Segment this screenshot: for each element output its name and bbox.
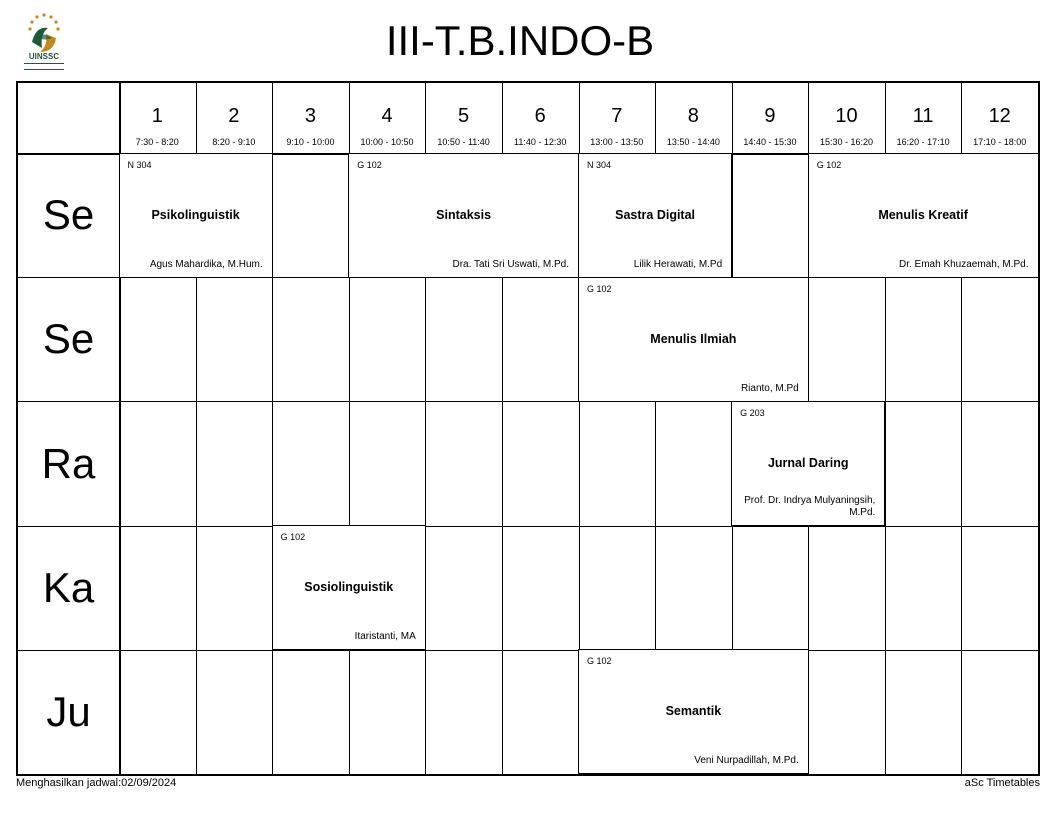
lesson-room: G 203 — [740, 407, 765, 418]
period-time: 17:10 - 18:00 — [973, 137, 1027, 147]
lesson-subject: Jurnal Daring — [767, 455, 849, 470]
period-header — [655, 83, 732, 153]
period-number: 4 — [381, 105, 393, 127]
day-label: Ju — [46, 687, 91, 735]
period-time: 16:20 - 17:10 — [896, 137, 950, 147]
period-time: 13:50 - 14:40 — [666, 137, 720, 147]
logo-text: UINSSC — [28, 52, 60, 61]
period-number: 9 — [764, 105, 776, 127]
lesson-card[interactable] — [578, 153, 732, 278]
lesson-room: G 102 — [587, 283, 612, 294]
period-number: 5 — [458, 105, 470, 127]
period-header — [196, 83, 273, 153]
period-time: 10:50 - 11:40 — [437, 137, 490, 147]
period-header — [119, 83, 196, 153]
period-header — [808, 83, 885, 153]
page-title: III-T.B.INDO-B — [385, 17, 655, 64]
period-header — [885, 83, 962, 153]
lesson-subject: Semantik — [665, 704, 722, 719]
period-number: 2 — [228, 105, 240, 127]
lesson-card[interactable] — [272, 525, 426, 650]
period-time: 8:20 - 9:10 — [212, 137, 256, 147]
lesson-teacher: Rianto, M.Pd — [740, 382, 799, 394]
period-number: 11 — [912, 105, 934, 127]
period-number: 10 — [835, 105, 858, 127]
lesson-room: G 102 — [357, 159, 382, 170]
day-label: Ra — [41, 439, 96, 487]
period-number: 7 — [611, 105, 623, 127]
lesson-room: G 102 — [816, 159, 842, 170]
lesson-subject: Sosiolinguistik — [304, 580, 394, 595]
lesson-room: N 304 — [127, 159, 152, 170]
lesson-teacher: Itaristanti, MA — [354, 631, 416, 643]
lesson-teacher: Lilik Herawati, M.Pd — [633, 258, 723, 270]
lesson-card[interactable] — [348, 153, 579, 278]
lesson-card[interactable] — [578, 649, 809, 774]
lesson-card[interactable] — [808, 153, 1039, 278]
period-number: 12 — [988, 105, 1011, 127]
lesson-card[interactable] — [731, 401, 885, 526]
day-label: Se — [42, 315, 95, 363]
period-header — [425, 83, 502, 153]
period-time: 9:10 - 10:00 — [286, 137, 335, 147]
lesson-card[interactable] — [578, 277, 809, 402]
lesson-subject: Psikolinguistik — [151, 207, 240, 222]
lesson-subject: Menulis Kreatif — [878, 207, 968, 222]
day-label: Ka — [42, 563, 95, 611]
period-time: 7:30 - 8:20 — [135, 137, 179, 147]
lesson-room: N 304 — [587, 159, 612, 170]
period-header — [961, 83, 1038, 153]
period-header — [732, 83, 809, 153]
lesson-subject: Menulis Ilmiah — [650, 331, 737, 346]
period-header — [272, 83, 349, 153]
period-time: 15:30 - 16:20 — [820, 137, 874, 147]
lesson-teacher: Veni Nurpadillah, M.Pd. — [694, 755, 799, 767]
lesson-subject: Sastra Digital — [615, 207, 696, 222]
generated-date: Menghasilkan jadwal:02/09/2024 — [16, 777, 177, 789]
lesson-teacher: Agus Mahardika, M.Hum. — [149, 258, 263, 270]
grid-horizontal-line — [18, 650, 1038, 651]
period-number: 6 — [534, 105, 546, 127]
lesson-subject: Sintaksis — [436, 207, 492, 222]
lesson-room: G 102 — [280, 532, 306, 543]
lesson-card[interactable] — [119, 153, 273, 278]
lesson-teacher: Prof. Dr. Indrya Mulyaningsih, M.Pd. — [744, 495, 876, 519]
lesson-room: G 102 — [587, 656, 612, 667]
period-number: 3 — [304, 105, 316, 127]
lesson-teacher: Dr. Emah Khuzaemah, M.Pd. — [898, 258, 1029, 270]
period-time: 10:00 - 10:50 — [360, 137, 414, 147]
period-time: 14:40 - 15:30 — [743, 137, 797, 147]
day-label: Se — [42, 191, 95, 239]
lesson-teacher: Dra. Tati Sri Uswati, M.Pd. — [452, 258, 569, 270]
period-number: 8 — [687, 105, 699, 127]
period-number: 1 — [151, 105, 163, 127]
period-time: 13:00 - 13:50 — [590, 137, 644, 147]
period-header — [349, 83, 426, 153]
period-header — [502, 83, 579, 153]
timetable-grid — [16, 81, 1040, 776]
software-name: aSc Timetables — [964, 777, 1040, 789]
period-header — [579, 83, 656, 153]
period-time: 11:40 - 12:30 — [514, 137, 567, 147]
